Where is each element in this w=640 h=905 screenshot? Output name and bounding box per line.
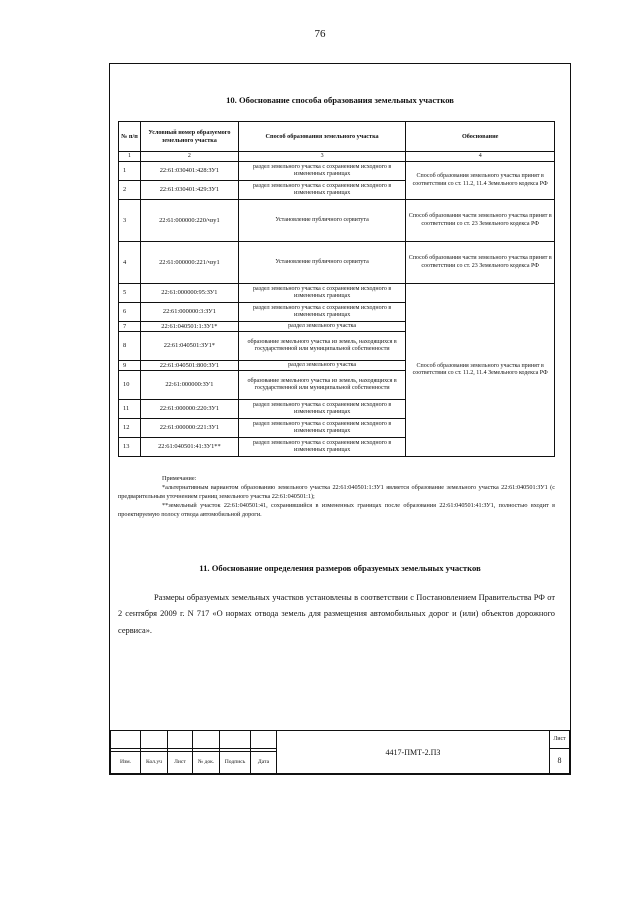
- row-plot-id: 22:61:030401:428:ЗУ1: [140, 162, 238, 181]
- stamp-cell: [193, 731, 220, 749]
- header-method: Способ образования земельного участка: [238, 122, 406, 152]
- sheet-label: Лист: [550, 731, 570, 749]
- row-plot-id: 22:61:000000:220/чзу1: [140, 200, 238, 242]
- title-block: [110, 730, 570, 774]
- row-num: 8: [119, 332, 141, 361]
- note-1: *альтернативным вариантом образованию земельного участка 22:61:040501:1:ЗУ1 является образование земельного участка 22:61:040501:ЗУ1 (с предварительным уточнением границ земельного участка 22:61:040501:1);: [118, 483, 555, 500]
- row-num: 4: [119, 242, 141, 284]
- index-cell: 1: [119, 152, 141, 162]
- justification-cell: Способ образования части земельного участка принят в соответствии со ст. 23 Земельного кодекса РФ: [406, 242, 555, 284]
- stamp-col-sheet: Лист: [168, 751, 193, 773]
- row-method: раздел земельного участка с сохранением исходного в измененных границах: [238, 181, 406, 200]
- table-index-row: [119, 152, 555, 162]
- row-plot-id: 22:61:040501:800:ЗУ1: [140, 361, 238, 371]
- row-method: раздел земельного участка с сохранением исходного в измененных границах: [238, 284, 406, 303]
- row-plot-id: 22:61:000000:221/чзу1: [140, 242, 238, 284]
- stamp-col-date: Дата: [251, 751, 277, 773]
- note-2: **земельный участок 22:61:040501:41, сохранившийся в измененных границах после образования 22:61:040501:41:ЗУ1, полностью входит в проектируемую полосу отвода автомобильной дороги.: [118, 501, 555, 518]
- stamp-col-docno: № док.: [193, 751, 220, 773]
- row-method: раздел земельного участка: [238, 361, 406, 371]
- row-method: раздел земельного участка: [238, 322, 406, 332]
- page-number: 76: [314, 28, 326, 40]
- table-row: [119, 162, 555, 181]
- row-plot-id: 22:61:030401:429:ЗУ1: [140, 181, 238, 200]
- justification-cell: Способ образования части земельного участка принят в соответствии со ст. 23 Земельного кодекса РФ: [406, 200, 555, 242]
- table-row: [119, 284, 555, 303]
- row-plot-id: 22:61:040501:41:ЗУ1**: [140, 438, 238, 457]
- row-plot-id: 22:61:000000:ЗУ1: [140, 371, 238, 400]
- index-cell: 4: [406, 152, 555, 162]
- row-method: образование земельного участка из земель, находящихся в государственной или муниципальной собственности: [238, 332, 406, 361]
- row-num: 5: [119, 284, 141, 303]
- header-num: № п/п: [119, 122, 141, 152]
- section-10-title: 10. Обоснование способа образования земельных участков: [226, 95, 454, 105]
- notes-label: Примечание:: [162, 475, 197, 482]
- row-plot-id: 22:61:000000:3:ЗУ1: [140, 303, 238, 322]
- stamp-col-change: Изм.: [111, 751, 141, 773]
- row-plot-id: 22:61:000000:221:ЗУ1: [140, 419, 238, 438]
- row-num: 7: [119, 322, 141, 332]
- justification-cell: Способ образования земельного участка принят в соответствии со ст. 11.2, 11.4 Земельного кодекса РФ: [406, 162, 555, 200]
- table-row: [119, 242, 555, 284]
- stamp-cell: [168, 731, 193, 749]
- row-num: 3: [119, 200, 141, 242]
- land-plots-table: [118, 121, 555, 457]
- index-cell: 2: [140, 152, 238, 162]
- justification-cell: Способ образования земельного участка принят в соответствии со ст. 11.2, 11.4 Земельного кодекса РФ: [406, 284, 555, 457]
- row-plot-id: 22:61:040501:ЗУ1*: [140, 332, 238, 361]
- row-num: 10: [119, 371, 141, 400]
- row-method: раздел земельного участка с сохранением исходного в измененных границах: [238, 303, 406, 322]
- sheet-number: 8: [550, 748, 570, 773]
- row-num: 1: [119, 162, 141, 181]
- row-num: 11: [119, 400, 141, 419]
- header-justification: Обоснование: [406, 122, 555, 152]
- row-method: раздел земельного участка с сохранением исходного в измененных границах: [238, 400, 406, 419]
- table-notes: [118, 475, 555, 520]
- section-11-paragraph: Размеры образуемых земельных участков установлены в соответствии с Постановлением Правительства РФ от 2 сентября 2009 г. N 717 «О нормах отвода земель для размещения автомобильных дорог и (или) объектов дорожного сервиса».: [118, 593, 555, 635]
- stamp-col-signature: Подпись: [220, 751, 251, 773]
- row-num: 6: [119, 303, 141, 322]
- table-row: [119, 200, 555, 242]
- index-cell: 3: [238, 152, 406, 162]
- stamp-cell: [251, 731, 277, 749]
- row-num: 2: [119, 181, 141, 200]
- document-code: 4417-ПМТ-2.ПЗ: [277, 731, 550, 774]
- row-num: 12: [119, 419, 141, 438]
- stamp-cell: [111, 731, 141, 749]
- stamp-col-count: Кол.уч: [141, 751, 168, 773]
- header-plot-id: Условный номер образуемого земельного участка: [140, 122, 238, 152]
- row-method: раздел земельного участка с сохранением исходного в измененных границах: [238, 438, 406, 457]
- stamp-cell: [220, 731, 251, 749]
- row-method: раздел земельного участка с сохранением исходного в измененных границах: [238, 162, 406, 181]
- section-11-body: [118, 590, 555, 639]
- row-method: раздел земельного участка с сохранением исходного в измененных границах: [238, 419, 406, 438]
- row-plot-id: 22:61:040501:1:ЗУ1*: [140, 322, 238, 332]
- row-num: 13: [119, 438, 141, 457]
- row-method: Установление публичного сервитута: [238, 200, 406, 242]
- row-method: образование земельного участка из земель, находящихся в государственной или муниципальной собственности: [238, 371, 406, 400]
- table-header-row: [119, 122, 555, 152]
- row-num: 9: [119, 361, 141, 371]
- row-plot-id: 22:61:000000:220:ЗУ1: [140, 400, 238, 419]
- stamp-cell: [141, 731, 168, 749]
- row-plot-id: 22:61:000000:95:ЗУ1: [140, 284, 238, 303]
- section-11-title: 11. Обоснование определения размеров образуемых земельных участков: [199, 563, 481, 573]
- row-method: Установление публичного сервитута: [238, 242, 406, 284]
